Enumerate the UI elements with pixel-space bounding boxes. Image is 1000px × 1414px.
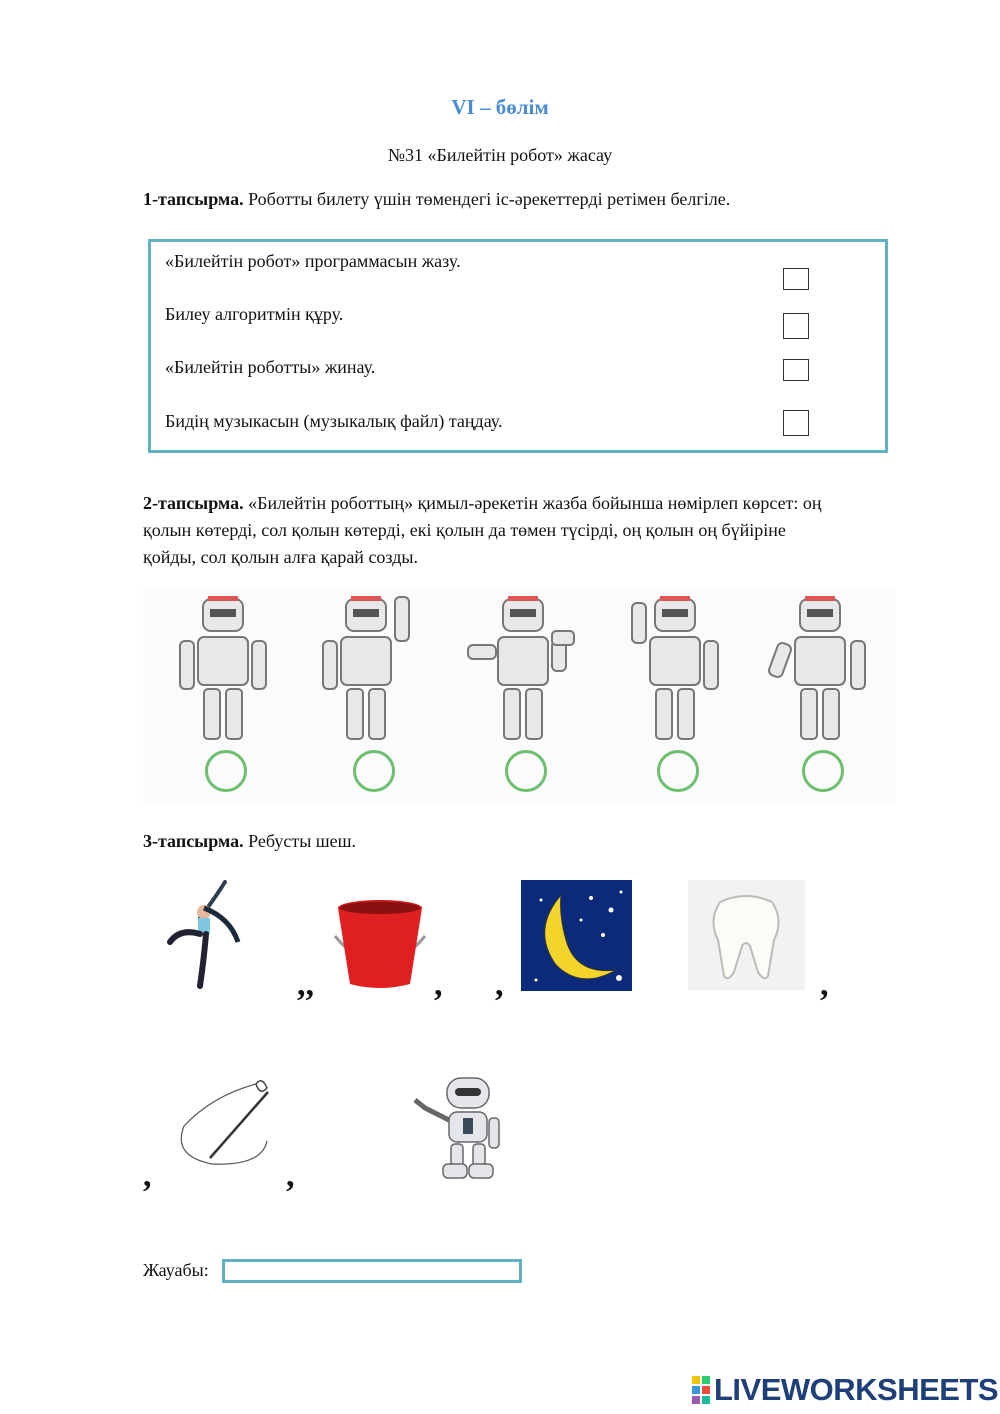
robot-pose-4-icon [600,587,750,747]
answer-input[interactable] [222,1259,522,1283]
robot-pose-1-icon [148,587,298,747]
task1-option-4: Бидің музыкасын (музыкалық файл) таңдау. [165,411,503,431]
task1-option-1: «Билейтін робот» программасын жазу. [165,251,461,271]
robot-pose-4 [600,587,750,805]
task1-checkbox-2[interactable] [783,313,809,339]
needle-thread-icon [172,1076,282,1171]
task3-text: Ребусты шеш. [248,831,357,851]
task1-text: Роботты билету үшін төмендегі іс-әрекеттерді ретімен белгіле. [248,189,731,209]
robot-pose-5-icon [745,587,895,747]
task1-instruction [143,186,923,213]
dancer-icon [160,878,250,990]
tooth-icon [688,880,805,990]
rebus-comma-1: ,, [297,966,314,1003]
robot-pose-2 [296,587,446,805]
rebus-comma-6: , [286,1157,295,1194]
robot-pose-2-answer-circle[interactable] [353,750,395,792]
logo-blocks-icon [692,1376,710,1404]
rebus-comma-3: , [495,966,504,1003]
task2-label: 2-тапсырма. [143,493,244,513]
task3-label: 3-тапсырма. [143,831,244,851]
task3-instruction [143,828,923,855]
task1-options-box [148,239,888,453]
robot-pose-2-icon [296,587,446,747]
robot-pose-3 [448,587,598,805]
bucket-icon [330,896,430,992]
task2-line-1: «Билейтін роботтың» қимыл-әрекетін жазба бойынша нөмірлеп көрсет: оң [248,493,822,513]
task1-checkbox-1[interactable] [783,268,809,290]
robot-pose-1 [148,587,298,805]
task1-checkbox-4[interactable] [783,410,809,436]
section-title: VI – бөлім [451,95,549,119]
robot-pose-5 [745,587,895,805]
robot-poses-strip [143,587,895,805]
rebus-comma-2: , [434,966,443,1003]
task1-label: 1-тапсырма. [143,189,244,209]
liveworksheets-logo [692,1373,998,1407]
robot-pose-4-answer-circle[interactable] [657,750,699,792]
logo-text: LIVEWORKSHEETS [714,1372,999,1407]
lesson-title: №31 «Билейтін робот» жасау [387,145,613,165]
moon-icon [521,880,632,991]
task1-checkbox-3[interactable] [783,359,809,381]
task2-instruction [143,490,923,571]
robot-pose-3-answer-circle[interactable] [505,750,547,792]
task2-line-3: қойды, сол қолын алға қарай созды. [143,547,418,567]
robot-icon [405,1074,530,1184]
robot-pose-1-answer-circle[interactable] [205,750,247,792]
robot-pose-5-answer-circle[interactable] [802,750,844,792]
rebus-comma-5: , [143,1157,152,1194]
robot-pose-3-icon [448,587,598,747]
task1-option-3: «Билейтін роботты» жинау. [165,357,376,377]
task1-option-2: Билеу алгоритмін құру. [165,304,344,324]
answer-label: Жауабы: [143,1260,209,1280]
task2-line-2: қолын көтерді, сол қолын көтерді, екі қолын да төмен түсірді, оң қолын оң бүйіріне [143,520,786,540]
rebus-comma-4: , [820,966,829,1003]
